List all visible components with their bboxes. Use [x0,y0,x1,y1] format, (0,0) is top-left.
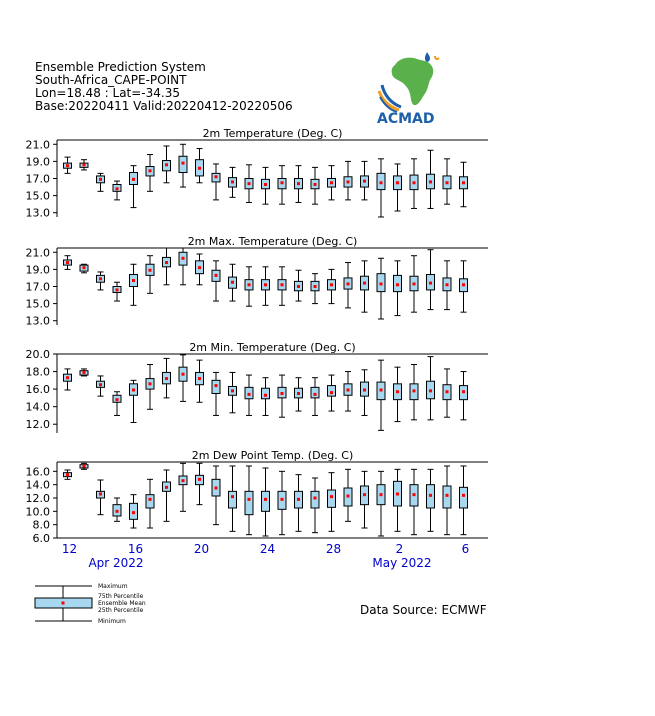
legend-mean-marker [62,602,65,605]
y-tick-label: 12.0 [25,492,50,505]
y-tick-label: 19.0 [25,263,50,277]
y-tick-label: 12.0 [25,418,50,432]
mean-marker [413,493,416,496]
mean-marker [116,510,119,513]
mean-marker [380,181,383,184]
mean-marker [314,393,317,396]
chart-panel-4 [26,449,489,545]
x-tick-label: 20 [193,542,210,556]
x-tick-label: 12 [61,542,78,556]
mean-marker [116,288,119,291]
mean-marker [281,283,284,286]
legend [32,582,172,626]
legend-label-minimum: Minimum [98,618,126,625]
y-tick-label: 15.0 [25,189,50,203]
iqr-box [146,495,154,508]
chart-panel-3 [26,341,489,433]
mean-marker [99,493,102,496]
x-tick-label: 24 [259,542,276,556]
mean-marker [231,180,234,183]
mean-marker [132,279,135,282]
mean-marker [66,473,69,476]
mean-marker [215,384,218,387]
header-line-4: Base:20220411 Valid:20220412-20220506 [35,99,293,113]
mean-marker [248,283,251,286]
mean-marker [347,180,350,183]
mean-marker [429,494,432,497]
y-tick-label: 19.0 [25,155,50,169]
mean-marker [149,382,152,385]
mean-marker [446,494,449,497]
x-tick-label: 28 [325,542,342,556]
mean-marker [198,167,201,170]
mean-marker [215,175,218,178]
y-tick-label: 8.0 [32,518,50,532]
mean-marker [264,498,267,501]
mean-marker [248,393,251,396]
mean-marker [363,493,366,496]
mean-marker [380,282,383,285]
y-tick-label: 10.0 [25,505,50,519]
iqr-box [328,490,336,507]
y-tick-label: 14.0 [25,478,50,492]
mean-marker [264,183,267,186]
mean-marker [66,261,69,264]
mean-marker [330,391,333,394]
mean-marker [462,283,465,286]
chart-panel-2 [26,235,489,328]
mean-marker [281,181,284,184]
mean-marker [231,495,234,498]
mean-marker [83,371,86,374]
iqr-box [443,486,451,508]
mean-marker [413,389,416,392]
mean-marker [413,181,416,184]
x-tick-label: 16 [127,542,144,556]
mean-marker [132,178,135,181]
mean-marker [132,388,135,391]
mean-marker [446,181,449,184]
mean-marker [446,390,449,393]
iqr-box [311,491,319,508]
y-tick-label: 17.0 [25,172,50,186]
header-line-1: Ensemble Prediction System [35,60,206,74]
mean-marker [462,181,465,184]
mean-marker [396,493,399,496]
legend-label-mean: Ensemble Mean [98,600,146,607]
mean-marker [165,163,168,166]
mean-marker [165,486,168,489]
mean-marker [347,282,350,285]
mean-marker [198,266,201,269]
y-tick-label: 15.0 [25,297,50,311]
mean-marker [297,285,300,288]
mean-marker [182,162,185,165]
mean-marker [462,494,465,497]
mean-marker [182,257,185,260]
y-tick-label: 13.0 [25,314,50,328]
iqr-box [245,491,253,514]
iqr-box [262,388,270,399]
mean-marker [347,388,350,391]
mean-marker [198,377,201,380]
mean-marker [264,283,267,286]
mean-marker [363,388,366,391]
mean-marker [462,390,465,393]
legend-label-p75: 75th Percentile [98,593,144,600]
mean-marker [83,163,86,166]
mean-marker [182,373,185,376]
mean-marker [297,498,300,501]
x-tick-label: 6 [461,542,470,556]
mean-marker [165,377,168,380]
panel-title: 2m Min. Temperature (Deg. C) [189,341,356,354]
mean-marker [297,182,300,185]
mean-marker [248,182,251,185]
mean-marker [396,283,399,286]
mean-marker [132,511,135,514]
mean-marker [314,183,317,186]
mean-marker [429,282,432,285]
mean-marker [248,498,251,501]
mean-marker [363,180,366,183]
header-line-2: South-Africa_CAPE-POINT [35,73,187,87]
mean-marker [215,274,218,277]
y-tick-label: 16.0 [25,383,50,397]
mean-marker [413,282,416,285]
acmad-logo-text: ACMAD [377,111,435,125]
mean-marker [330,181,333,184]
y-tick-label: 18.0 [25,365,50,379]
mean-marker [83,266,86,269]
mean-marker [314,497,317,500]
month-label-apr: Apr 2022 [88,556,144,570]
mean-marker [231,389,234,392]
mean-marker [165,261,168,264]
mean-marker [215,487,218,490]
mean-marker [83,465,86,468]
mean-marker [149,269,152,272]
mean-marker [116,187,119,190]
mean-marker [264,394,267,397]
mean-marker [396,390,399,393]
mean-marker [149,169,152,172]
mean-marker [314,285,317,288]
mean-marker [380,388,383,391]
mean-marker [347,495,350,498]
mean-marker [99,383,102,386]
mean-marker [330,283,333,286]
mean-marker [182,479,185,482]
mean-marker [429,389,432,392]
mean-marker [66,376,69,379]
header-line-3: Lon=18.48 : Lat=-34.35 [35,86,180,100]
iqr-box [262,491,270,511]
chart-panel-1 [26,127,489,220]
mean-marker [149,498,152,501]
y-tick-label: 6.0 [32,532,50,545]
mean-marker [396,181,399,184]
month-label-may: May 2022 [372,556,432,570]
x-tick-label: 2 [395,542,404,556]
mean-marker [429,180,432,183]
y-tick-label: 20.0 [25,348,50,361]
mean-marker [99,277,102,280]
mean-marker [380,493,383,496]
iqr-box [311,387,319,398]
legend-label-maximum: Maximum [98,583,128,590]
mean-marker [281,392,284,395]
panel-title: 2m Max. Temperature (Deg. C) [187,235,358,248]
iqr-box [229,491,237,508]
y-tick-label: 17.0 [25,280,50,294]
y-tick-label: 13.0 [25,206,50,220]
panel-title: 2m Dew Point Temp. (Deg. C) [191,449,354,462]
panel-title: 2m Temperature (Deg. C) [202,127,343,140]
y-tick-label: 14.0 [25,400,50,414]
mean-marker [231,281,234,284]
mean-marker [297,392,300,395]
mean-marker [198,478,201,481]
y-tick-label: 16.0 [25,465,50,479]
mean-marker [116,398,119,401]
mean-marker [66,164,69,167]
y-tick-label: 21.0 [25,138,50,152]
iqr-box [328,386,336,397]
data-source: Data Source: ECMWF [360,603,487,617]
mean-marker [281,498,284,501]
y-tick-label: 21.0 [25,246,50,260]
mean-marker [363,282,366,285]
mean-marker [330,495,333,498]
legend-label-p25: 25th Percentile [98,607,144,614]
mean-marker [99,178,102,181]
iqr-box [460,487,468,508]
mean-marker [446,283,449,286]
